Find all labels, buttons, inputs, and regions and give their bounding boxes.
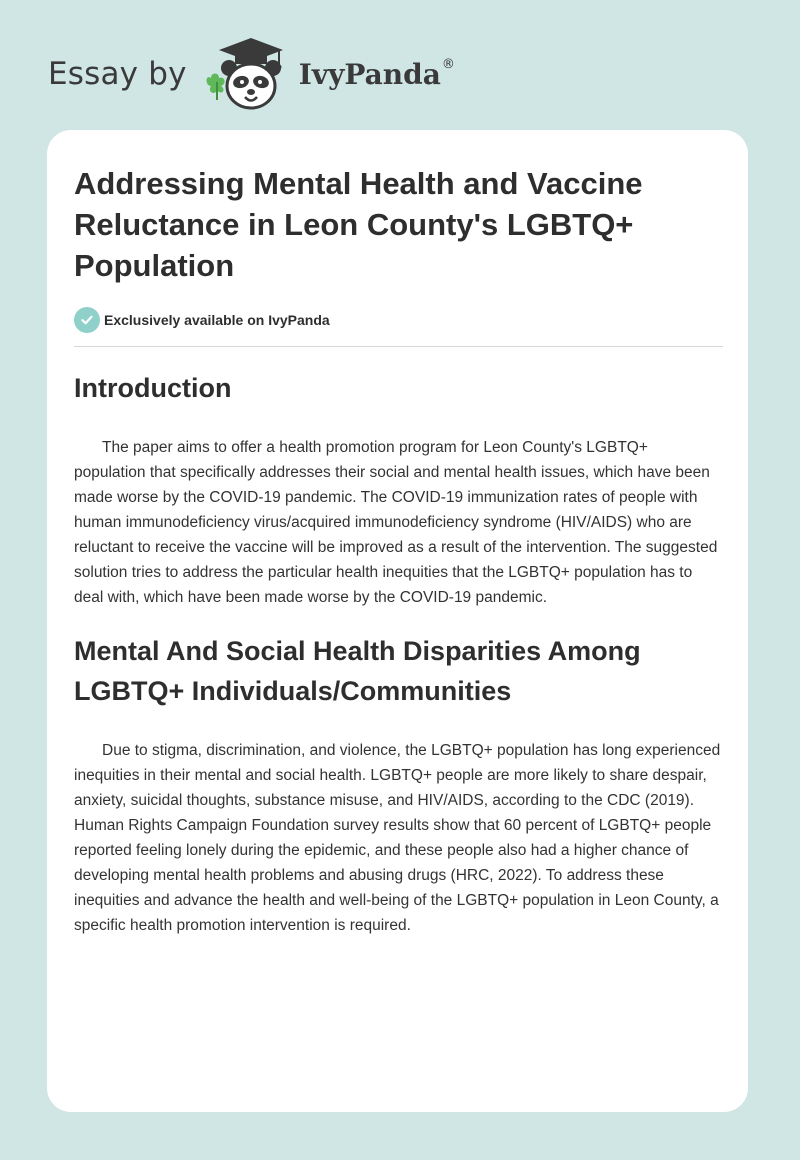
check-circle-icon [74,307,100,333]
panda-graduate-icon [201,34,291,114]
site-brand[interactable] [48,34,455,114]
brand-prefix: Essay by [48,56,187,92]
section-heading-disparities: Mental And Social Health Disparities Among LGBTQ+ Individuals/Communities [74,636,641,706]
essay-title: Addressing Mental Health and Vaccine Reluctance in Leon County's LGBTQ+ Population [74,166,643,283]
exclusive-badge-label: Exclusively available on IvyPanda [104,312,330,328]
brand-name: IvyPanda [298,57,441,91]
section-heading-introduction: Introduction [74,373,232,403]
essay-content [74,163,723,938]
brand-registered-mark: ® [441,56,455,72]
title-divider [74,346,723,347]
section-paragraph-introduction: The paper aims to offer a health promotion program for Leon County's LGBTQ+ population that specifically addresses their social and mental health issues, which have been made worse by the COVID-19 pandemic. The COVID-19 immunization rates of people with human immunodeficiency virus/acquired immunodeficiency syndrome (HIV/AIDS) who are reluctant to receive the vaccine will be improved as a result of the intervention. The suggested solution tries to address the particular health inequities that the LGBTQ+ population has to deal with, which have been made worse by the COVID-19 pandemic. [74,439,718,606]
essay-card [47,130,748,1112]
section-paragraph-disparities: Due to stigma, discrimination, and violence, the LGBTQ+ population has long experienced inequities in their mental and social health. LGBTQ+ people are more likely to share despair, anxiety, suicidal thoughts, substance misuse, and HIV/AIDS, according to the CDC (2019). Human Rights Campaign Foundation survey results show that 60 percent of LGBTQ+ people reported feeling lonely during the epidemic, and these people also had a higher chance of developing mental health problems and abusing drugs (HRC, 2022). To address these inequities and advance the health and well-being of the LGBTQ+ population in Leon County, a specific health promotion intervention is required. [74,742,721,934]
exclusive-badge [74,307,723,333]
